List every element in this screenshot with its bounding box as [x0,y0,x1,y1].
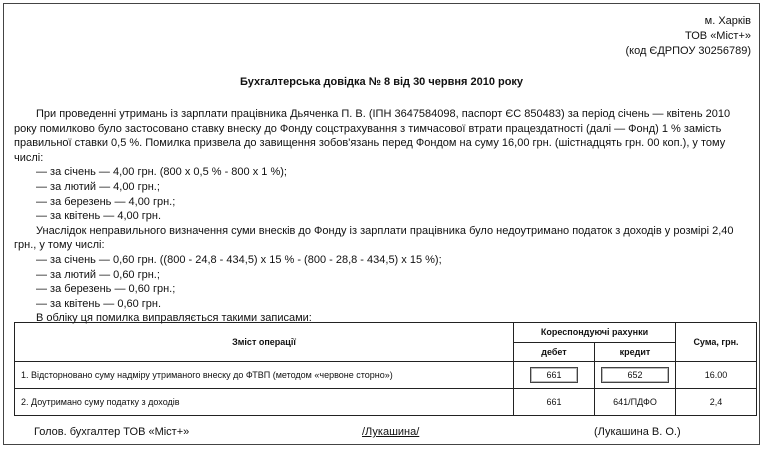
header-debit: дебет [514,342,595,362]
header-corresponding: Кореспондуючі рахунки [514,323,676,343]
list1-item: — за березень — 4,00 грн.; [36,195,176,208]
row-debit: 661 [530,367,578,383]
list1-item: — за січень — 4,00 грн. (800 х 0,5 % - 800 х 1 %); [36,166,287,179]
header-city: м. Харків [704,15,751,27]
list2-item: — за січень — 0,60 грн. ((800 - 24,8 - 434,5) х 15 % - (800 - 28,8 - 434,5) х 15 %); [36,253,442,266]
row-sum: 16.00 [676,362,757,389]
header-company: ТОВ «Міст+» [685,30,751,42]
list1-item: — за лютий — 4,00 грн.; [36,180,160,193]
header-sum: Сума, грн. [676,323,757,362]
list2-item: — за квітень — 0,60 грн. [36,297,162,310]
paragraph-1: При проведенні утримань із зарплати працівника Дьяченка П. В. (ІПН 3647584098, паспорт ЄС 850483) за період січень — квітень 2010 року помилково було застосовано ставку внеску до Фонду соцстрахування з тимчасової втрати працездатності (далі — Фонд) 1 % замість правильної ставки 0,5 %. Помилка призвела до завищення зобов'язань перед Фондом на суму 16,00 грн. (шістнадцять грн. 00 коп.), у тому числі: [14,108,731,164]
list1-item: — за квітень — 4,00 грн. [36,210,162,223]
header-credit: кредит [595,342,676,362]
signer-position: Голов. бухгалтер ТОВ «Міст+» [34,426,190,438]
row-credit: 652 [601,367,669,383]
row-debit: 661 [514,389,595,416]
table-row [15,362,757,389]
signer-name: (Лукашина В. О.) [594,426,681,438]
paragraph-3: В обліку ця помилка виправляється такими записами: [36,312,312,325]
row-sum: 2,4 [676,389,757,416]
table-row [15,389,757,416]
document-title: Бухгалтерська довідка № 8 від 30 червня 2010 року [239,76,524,88]
row-credit: 641/ПДФО [595,389,676,416]
paragraph-2: Унаслідок неправильного визначення суми внесків до Фонду із зарплати працівника було недоутримано податок з доходів у розмірі 2,40 грн., у тому числі: [14,224,734,252]
signature: /Лукашина/ [362,426,420,438]
row-operation: 1. Відсторновано суму надміру утриманого внеску до ФТВП (методом «червоне сторно») [15,362,514,389]
document-page [3,3,760,445]
list2-item: — за лютий — 0,60 грн.; [36,268,160,281]
document-body [14,107,753,326]
list2-item: — за березень — 0,60 грн.; [36,283,176,296]
document-header [625,14,751,59]
header-code: (код ЄДРПОУ 30256789) [625,45,751,57]
operations-table [14,322,757,416]
header-operation: Зміст операції [15,323,514,362]
row-operation: 2. Доутримано суму податку з доходів [15,389,514,416]
